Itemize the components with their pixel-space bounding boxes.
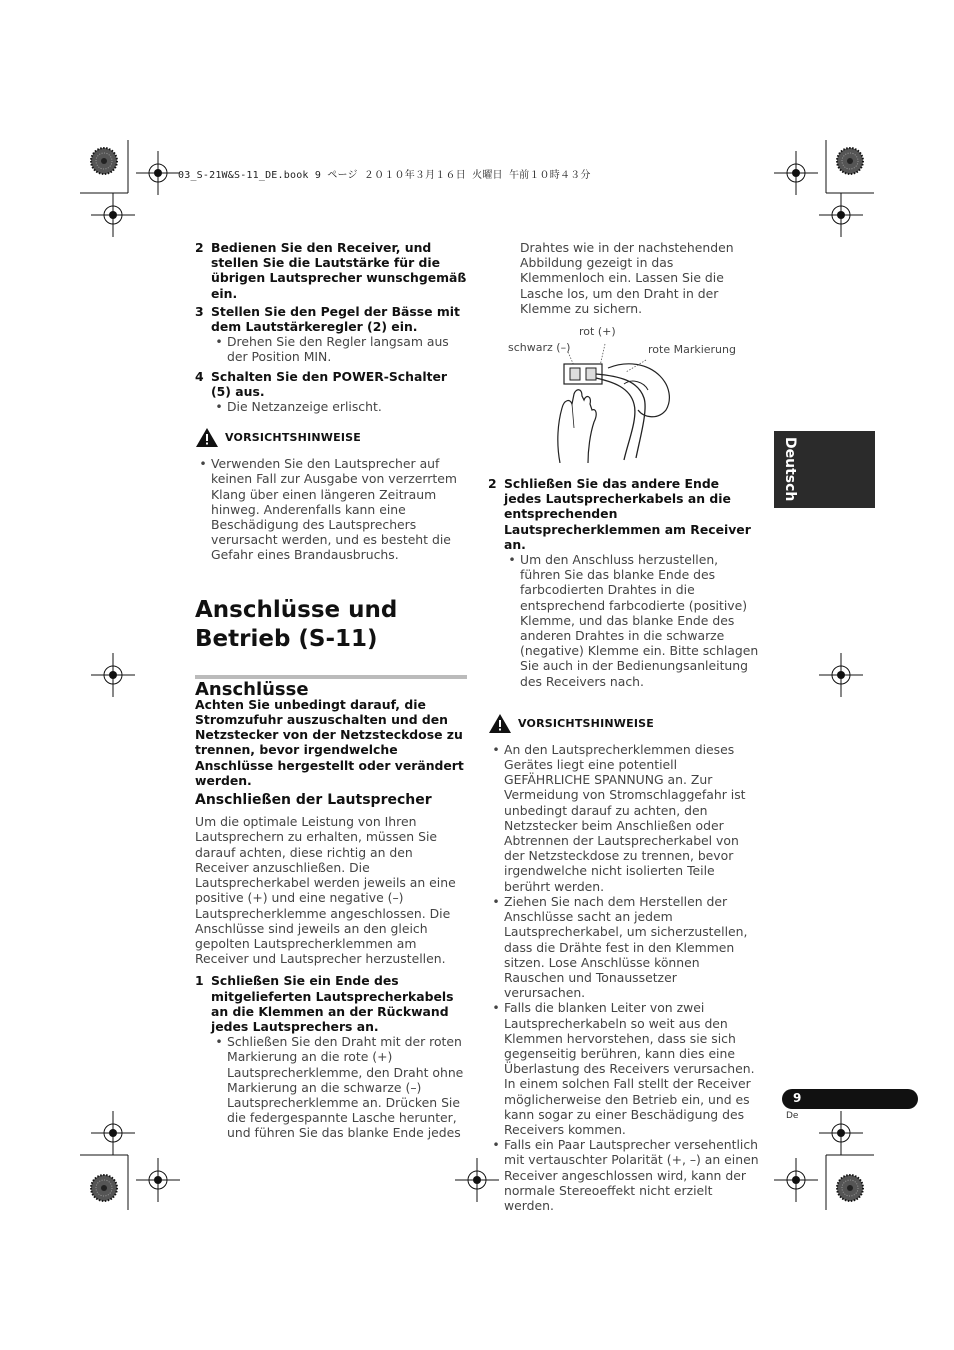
subsubsection-title: Anschließen der Lautsprecher	[195, 792, 432, 809]
step-1: 1 Schließen Sie ein Ende des mitgelieferten Lautsprecherkabels an die Klemmen an der Rückwand jedes Lautsprechers an.	[195, 973, 454, 1034]
print-header-info: 03_S-21W&S-11_DE.book 9 ページ ２０１０年３月１６日 火曜日 午前１０時４３分	[178, 170, 591, 181]
caution-bullet-1: • An den Lautsprecherklemmen dieses Gerätes liegt eine potentiell GEFÄHRLICHE SPANNUNG an. Zur Vermeidung von Stromschlaggefahr ist unbedingt darauf zu achten, den Netzstecker beim Anschließen oder Abtrennen der Lautsprecherkabel von der Netzsteckdose zu trennen, bevor irgendwelche nicht isolierten Teile berührt werden.	[492, 741, 746, 894]
speaker-wire-figure	[488, 324, 760, 464]
warning-triangle-icon	[488, 713, 512, 734]
caution-bullet-3: • Falls die blanken Leiter von zwei Lautsprecherkabeln so weit aus den Klemmen hervorstehen, dass sie sich gegenseitig berühren, kann dies eine Überlastung des Receivers verursachen. In einem solchen Fall stellt der Receiver möglicherweise den Betrieb ein, und es kann sogar zu einer Beschädigung des Receivers kommen.	[492, 1000, 755, 1137]
subsection-title: Anschlüsse	[195, 678, 309, 700]
warning-paragraph: Achten Sie unbedingt darauf, die Stromzufuhr auszuschalten und den Netzstecker von der Netzsteckdose zu trennen, bevor irgendwelche Anschlüsse hergestellt oder verändert werden.	[195, 696, 464, 788]
step-3-bullet: • Drehen Sie den Regler langsam aus der Position MIN.	[215, 334, 449, 365]
continued-paragraph: Drahtes wie in der nachstehenden Abbildung gezeigt in das Klemmenloch ein. Lassen Sie die Lasche los, um den Draht in der Klemme zu sichern.	[520, 240, 734, 316]
step-1-bullet: • Schließen Sie den Draht mit der roten Markierung an die rote (+) Lautsprecherklemme, den Draht ohne Markierung an die schwarze (–) Lautsprecherklemme an. Drücken Sie die federgespannte Lasche herunter, und führen Sie das blanke Ende jedes	[215, 1034, 464, 1141]
label-red-terminal: rot (+)	[579, 325, 616, 339]
caution-bullet-4: • Falls ein Paar Lautsprecher versehentlich mit vertauschter Polarität (+, –) an einen Receiver angeschlossen wird, kann der normale Stereoeffekt nicht erzielt werden.	[492, 1137, 759, 1213]
caution-bullet: • Verwenden Sie den Lautsprecher auf keinen Fall zur Ausgabe von verzerrtem Klang über einen längeren Zeitraum hinweg. Anderenfalls kann eine Beschädigung des Lautsprechers verursacht werden, und es besteht die Gefahr eines Brandausbruchs.	[199, 456, 457, 563]
step-4-bullet: • Die Netzanzeige erlischt.	[215, 399, 382, 415]
left-column	[195, 240, 467, 1141]
step-2: 2 Bedienen Sie den Receiver, und stellen Sie die Lautstärke für die übrigen Lautsprecher wunschgemäß ein.	[195, 240, 467, 301]
right-column	[488, 240, 760, 1213]
page-number: 9	[793, 1091, 802, 1105]
step-4: 4 Schalten Sie den POWER-Schalter (5) aus.	[195, 368, 448, 399]
caution-heading: VORSICHTSHINWEISE	[195, 427, 467, 448]
warning-triangle-icon	[195, 427, 219, 448]
step-2-receiver-bullet: • Um den Anschluss herzustellen, führen Sie das blanke Ende des farbcodierten Drahtes in die entsprechend farbcodierte (positive) Klemme, und das blanke Ende des anderen Drahtes in die schwarze (negative) Klemme ein. Bitte schlagen Sie auch in der Bedienungsanleitung des Receivers nach.	[508, 552, 759, 689]
section-title: Anschlüsse und Betrieb (S-11)	[195, 596, 398, 652]
hands-inserting-wire-illustration	[548, 338, 678, 463]
intro-paragraph: Um die optimale Leistung von Ihren Lautsprechern zu erhalten, müssen Sie darauf achten, diese richtig an den Receiver anzuschließen. Die Lautsprecherkabel werden jeweils an eine positive (+) und eine negative (–) Lautsprecherklemme angeschlossen. Die Anschlüsse sind jeweils an den gleich gepolten Lautsprecherklemmen am Receiver und Lautsprecher herzustellen.	[195, 814, 456, 967]
label-black-terminal: schwarz (–)	[508, 341, 571, 355]
caution-heading-right: VORSICHTSHINWEISE	[488, 713, 760, 734]
caution-bullet-2: • Ziehen Sie nach dem Herstellen der Anschlüsse sacht an jedem Lautsprecherkabel, um sicherzustellen, dass die Drähte fest in den Klemmen sitzen. Lose Anschlüsse können Rauschen und Tonaussetzer verursachen.	[492, 893, 748, 1001]
label-red-marking: rote Markierung	[648, 343, 736, 357]
language-tab-label: Deutsch	[782, 437, 798, 502]
page-number-badge	[782, 1089, 918, 1109]
page-language-code: De	[786, 1111, 799, 1121]
step-2-receiver: 2 Schließen Sie das andere Ende jedes Lautsprecherkabels an die entsprechenden Lautsprecherklemmen am Receiver an.	[488, 476, 751, 552]
step-3: 3 Stellen Sie den Pegel der Bässe mit dem Lautstärkeregler (2) ein.	[195, 303, 460, 335]
